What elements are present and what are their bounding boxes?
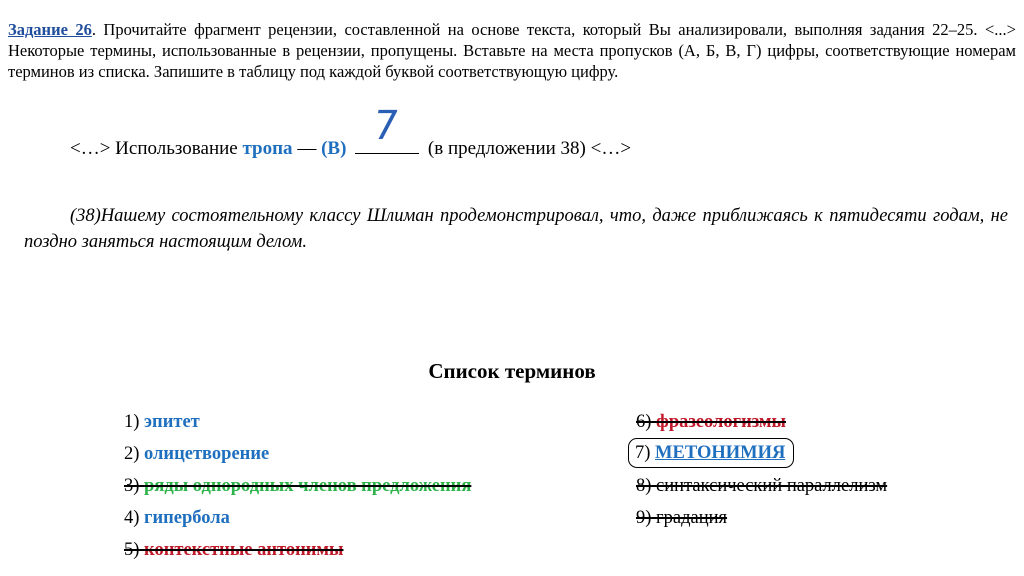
- term-item-9: [636, 506, 727, 530]
- term-number: 4): [124, 508, 140, 528]
- term-item-7-selected: [628, 438, 794, 468]
- task-text: . Прочитайте фрагмент рецензии, составленной на основе текста, который Вы анализировали, выполняя задания 22–25. <...> Некоторые термины, использованные в рецензии, пропущены. Вставьте на места пропусков (А, Б, В, Г) цифры, соответствующие номерам терминов из списка. Запишите в таблицу под каждой буквой соответствующую цифру.: [8, 20, 1016, 81]
- term-number: 8): [636, 476, 652, 496]
- term-list-title: Список терминов: [428, 359, 596, 383]
- term-number: 3): [124, 476, 140, 496]
- answer-blank[interactable]: [355, 103, 419, 154]
- term-number: 2): [124, 444, 140, 464]
- term-item-1: [124, 410, 200, 434]
- term-item-5: [124, 538, 343, 562]
- term-item-2: [124, 442, 269, 466]
- review-letter: (В): [321, 138, 347, 159]
- term-item-3: [124, 474, 471, 498]
- handwritten-answer: 7: [369, 103, 402, 149]
- review-term-word: тропа: [242, 138, 293, 159]
- review-dash: —: [292, 138, 322, 159]
- term-item-8: [636, 474, 887, 498]
- term-number: 6): [636, 412, 652, 432]
- term-number: 5): [124, 540, 140, 560]
- term-name: ряды однородных членов предложения: [144, 476, 472, 496]
- review-suffix: (в предложении 38) <…>: [427, 138, 632, 159]
- term-name: контекстные антонимы: [144, 540, 344, 560]
- term-name: градация: [656, 508, 728, 528]
- term-number: 1): [124, 412, 140, 432]
- term-item-4: [124, 506, 230, 530]
- term-number: 9): [636, 508, 652, 528]
- example-sentence: (38)Нашему состоятельному классу Шлиман продемонстрировал, что, даже приближаясь к пятидесяти годам, не поздно заняться настоящим делом.: [24, 206, 1008, 252]
- term-name: гипербола: [144, 508, 230, 528]
- term-name: эпитет: [144, 412, 200, 432]
- review-line: [70, 103, 632, 160]
- task-statement: [8, 19, 1016, 82]
- term-item-6: [636, 410, 786, 434]
- review-prefix: <…> Использование: [70, 138, 243, 159]
- term-name: МЕТОНИМИЯ: [655, 443, 786, 463]
- term-name: олицетворение: [144, 444, 270, 464]
- task-label: Задание 26: [8, 20, 92, 39]
- term-name: фразеологизмы: [656, 412, 786, 432]
- term-number: 7): [635, 443, 651, 463]
- term-name: синтаксический параллелизм: [656, 476, 888, 496]
